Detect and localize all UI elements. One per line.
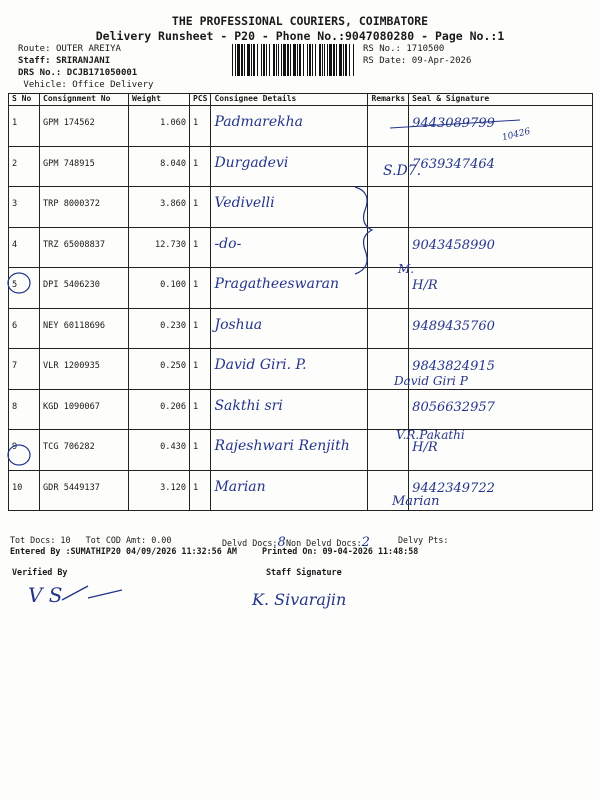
cell-remarks (368, 389, 409, 430)
cell-consignment-no: GPM 174562 (40, 106, 129, 147)
company-title: THE PROFESSIONAL COURIERS, COIMBATORE (171, 14, 429, 28)
runsheet-table (8, 93, 593, 511)
table-row (9, 187, 593, 228)
cell-weight: 0.230 (129, 308, 190, 349)
cell-consignee: Pragatheeswaran (211, 268, 368, 309)
staff-signature: K. Sivarajin (252, 590, 347, 609)
table-row (9, 430, 593, 471)
cell-consignee: Joshua (211, 308, 368, 349)
cell-consignee: -do- (211, 227, 368, 268)
cell-sno: 6 (9, 308, 40, 349)
col-sno: S No (9, 94, 40, 106)
col-consignment: Consignment No (40, 94, 129, 106)
cell-weight: 0.430 (129, 430, 190, 471)
cell-consignment-no: TRZ 65008837 (40, 227, 129, 268)
route-line: Route: OUTER AREIYA (18, 44, 121, 54)
cell-pcs: 1 (190, 470, 211, 511)
cell-weight: 1.060 (129, 106, 190, 147)
cell-remarks (368, 308, 409, 349)
runsheet-subtitle: Delivery Runsheet - P20 - Phone No.:9047080280 - Page No.:1 (95, 29, 505, 43)
table-header-row (9, 94, 593, 106)
cell-pcs: 1 (190, 187, 211, 228)
cell-sno: 8 (9, 389, 40, 430)
cell-sno: 5 (9, 268, 40, 309)
cell-weight: 8.040 (129, 146, 190, 187)
cell-sno: 2 (9, 146, 40, 187)
table-row (9, 146, 593, 187)
staff-signature-label: Staff Signature (266, 567, 342, 577)
cell-signature: 9489435760 (409, 308, 593, 349)
cell-consignment-no: DPI 5406230 (40, 268, 129, 309)
cell-sno: 1 (9, 106, 40, 147)
ink-row10-signature: Marian (392, 494, 440, 509)
cell-pcs: 1 (190, 268, 211, 309)
table-row (9, 227, 593, 268)
non-delvd-docs: Non Delvd Docs:2 (286, 535, 370, 550)
ink-row2-initials: S.D7. (383, 163, 422, 179)
vehicle-line: Vehicle: Office Delivery (23, 80, 154, 90)
cell-weight: 3.860 (129, 187, 190, 228)
col-signature: Seal & Signature (409, 94, 593, 106)
table-row (9, 308, 593, 349)
cell-sno: 4 (9, 227, 40, 268)
cell-pcs: 1 (190, 227, 211, 268)
cell-consignee: Durgadevi (211, 146, 368, 187)
table-row (9, 349, 593, 390)
cell-remarks (368, 106, 409, 147)
verified-signature-stroke (62, 586, 88, 600)
tot-cod: Tot COD Amt: 0.00 (85, 535, 172, 545)
cell-weight: 0.206 (129, 389, 190, 430)
cell-sno: 3 (9, 187, 40, 228)
cell-pcs: 1 (190, 389, 211, 430)
cell-sno: 9 (9, 430, 40, 471)
cell-consignee: Rajeshwari Renjith (211, 430, 368, 471)
cell-consignment-no: VLR 1200935 (40, 349, 129, 390)
cell-consignment-no: GDR 5449137 (40, 470, 129, 511)
cell-signature: 9443089799 (409, 106, 593, 147)
cell-remarks (368, 187, 409, 228)
drs-line: DRS No.: DCJB171050001 (18, 68, 138, 78)
cell-signature: H/R (409, 268, 593, 309)
cell-pcs: 1 (190, 146, 211, 187)
col-pcs: PCS (190, 94, 211, 106)
cell-consignment-no: NEY 60118696 (40, 308, 129, 349)
col-remarks: Remarks (368, 94, 409, 106)
printed-on: Printed On: 09-04-2026 11:48:58 (262, 546, 419, 556)
verified-signature: V S (28, 583, 63, 607)
entered-by: Entered By :SUMATHIP20 04/09/2026 11:32:56 AM (10, 546, 237, 556)
ink-row8-signature: V.R.Pakathi (396, 428, 465, 442)
cell-sno: 7 (9, 349, 40, 390)
cell-signature: H/R (409, 430, 593, 471)
footer-totals (10, 535, 171, 545)
header-right (363, 43, 471, 67)
cell-signature: 9442349722 (409, 470, 593, 511)
cell-consignee: David Giri. P. (211, 349, 368, 390)
cell-consignee: Marian (211, 470, 368, 511)
table-row (9, 268, 593, 309)
cell-signature: 7639347464 (409, 146, 593, 187)
col-consignee: Consignee Details (211, 94, 368, 106)
cell-consignment-no: GPM 748915 (40, 146, 129, 187)
cell-consignee: Vedivelli (211, 187, 368, 228)
verified-by-label: Verified By (12, 567, 68, 577)
ink-row7-signature: David Giri P (394, 374, 468, 388)
verified-signature-tail (88, 590, 122, 598)
cell-signature: 9843824915 (409, 349, 593, 390)
barcode (232, 44, 356, 76)
delvd-docs: Delvd Docs:8 (222, 535, 286, 550)
ink-row4-initial: M. (398, 262, 415, 276)
rs-date-line: RS Date: 09-Apr-2026 (363, 56, 472, 66)
table-row (9, 389, 593, 430)
cell-sno: 10 (9, 470, 40, 511)
header-left (18, 43, 153, 91)
cell-pcs: 1 (190, 308, 211, 349)
col-weight: Weight (129, 94, 190, 106)
cell-consignment-no: KGD 1090067 (40, 389, 129, 430)
cell-consignee: Padmarekha (211, 106, 368, 147)
cell-signature: 9043458990 (409, 227, 593, 268)
cell-consignee: Sakthi sri (211, 389, 368, 430)
delvy-pts: Delvy Pts: (398, 535, 449, 545)
cell-signature (409, 187, 593, 228)
cell-weight: 0.250 (129, 349, 190, 390)
ink-row1-number: 10426 (501, 126, 532, 144)
cell-weight: 0.100 (129, 268, 190, 309)
tot-docs: Tot Docs: 10 (10, 535, 71, 545)
cell-weight: 3.120 (129, 470, 190, 511)
cell-pcs: 1 (190, 106, 211, 147)
cell-signature: 8056632957 (409, 389, 593, 430)
cell-consignment-no: TCG 706282 (40, 430, 129, 471)
cell-pcs: 1 (190, 430, 211, 471)
staff-line: Staff: SRIRANJANI (18, 56, 111, 66)
rs-no-line: RS No.: 1710500 (363, 44, 445, 54)
cell-weight: 12.730 (129, 227, 190, 268)
cell-pcs: 1 (190, 349, 211, 390)
cell-consignment-no: TRP 8000372 (40, 187, 129, 228)
table-row (9, 470, 593, 511)
